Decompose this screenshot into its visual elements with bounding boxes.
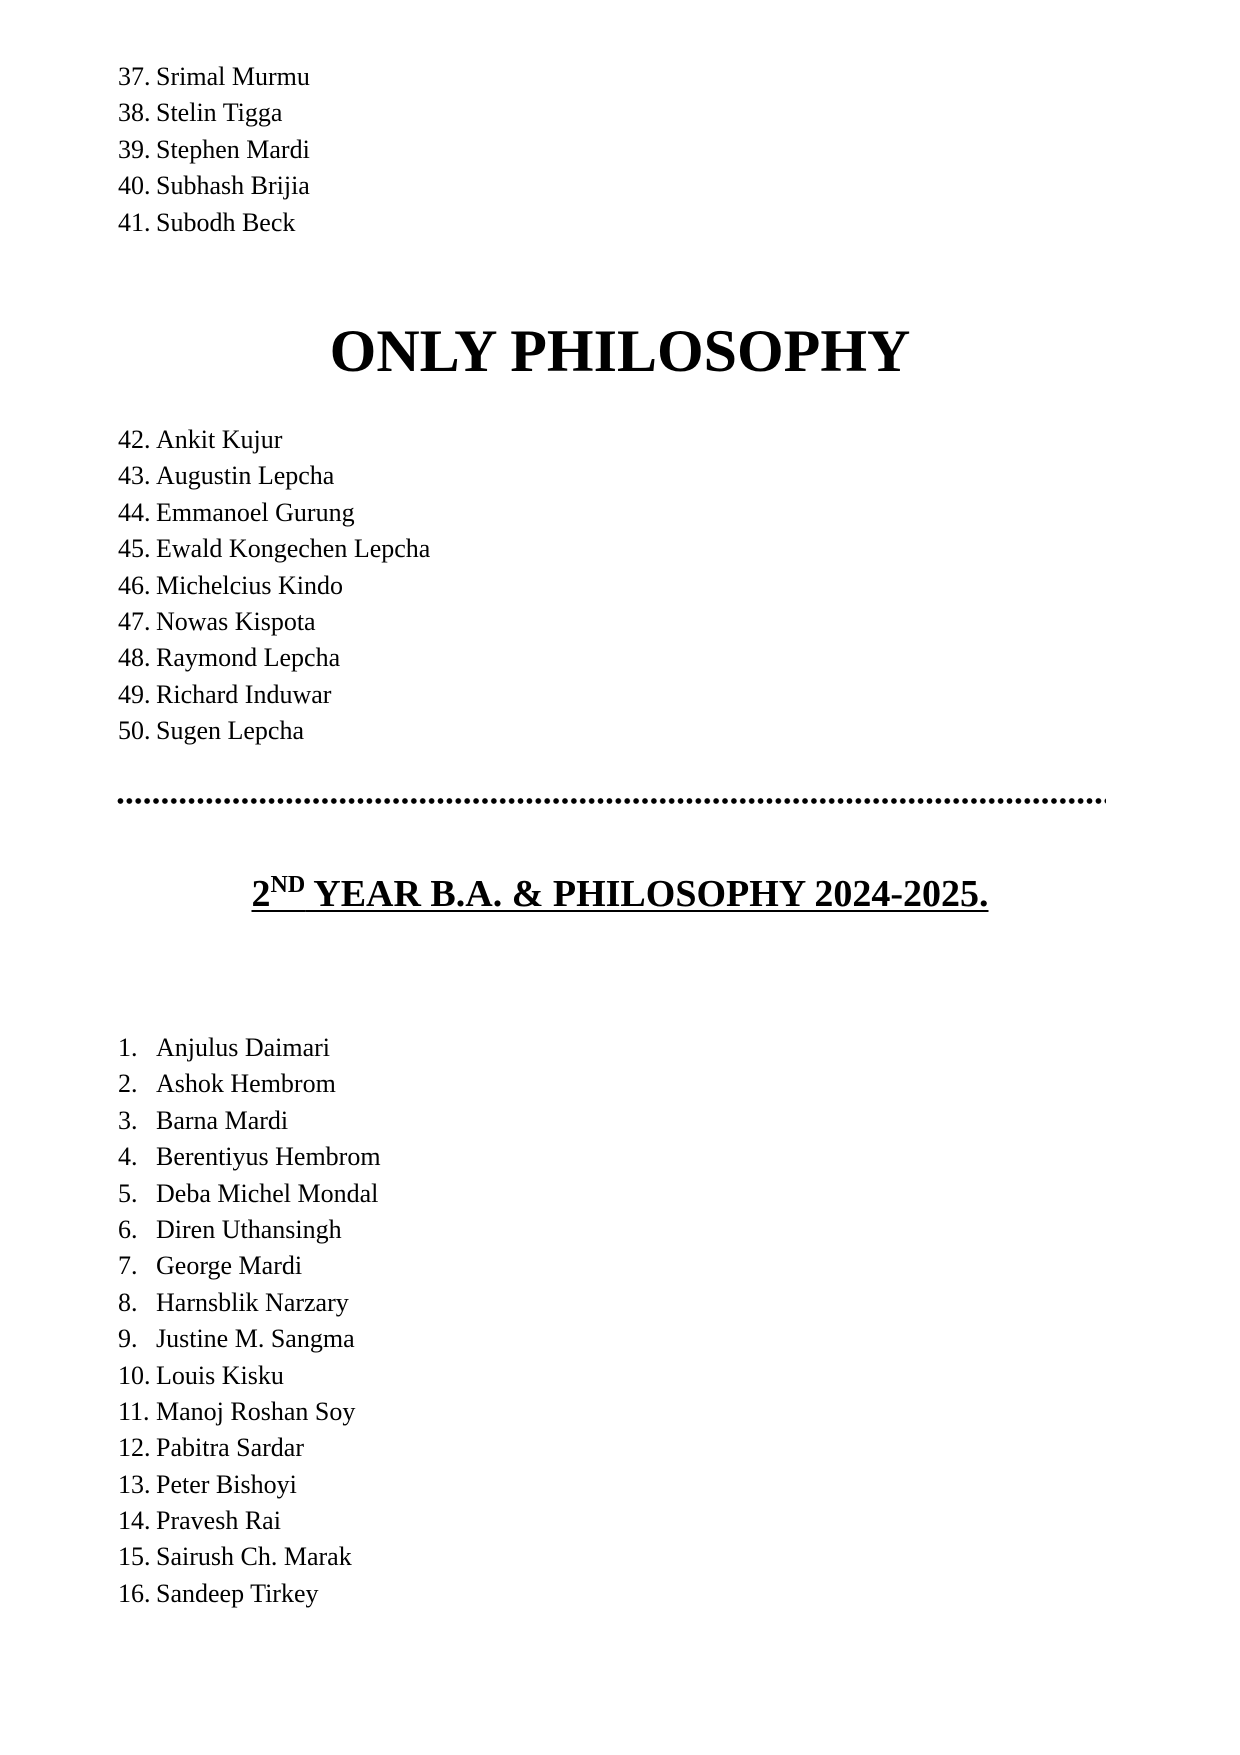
item-number: 12.	[118, 1433, 151, 1463]
item-name: Manoj Roshan Soy	[156, 1396, 356, 1426]
item-number: 41.	[118, 207, 151, 237]
item-number: 1.	[118, 1033, 138, 1062]
item-name: Stelin Tigga	[156, 98, 283, 128]
list-item	[118, 495, 430, 531]
list-item	[118, 713, 430, 749]
list-item	[118, 205, 310, 241]
item-name: Diren Uthansingh	[156, 1214, 342, 1244]
item-number: 4.	[118, 1142, 138, 1172]
second-year-heading	[0, 866, 1240, 922]
item-number: 43.	[118, 461, 151, 491]
item-name: Berentiyus Hembrom	[156, 1142, 381, 1172]
item-name: Peter Bishoyi	[156, 1469, 297, 1499]
item-number: 3.	[118, 1105, 138, 1135]
item-number: 39.	[118, 134, 151, 164]
item-number: 48.	[118, 643, 151, 673]
list-item	[118, 568, 430, 604]
item-name: Ashok Hembrom	[156, 1069, 336, 1099]
list-item	[118, 1030, 381, 1066]
item-name: Justine M. Sangma	[156, 1324, 355, 1354]
list-item	[118, 1358, 381, 1394]
item-number: 16.	[118, 1578, 151, 1608]
list-item	[118, 1285, 381, 1321]
item-name: Richard Induwar	[156, 679, 332, 709]
list-item	[118, 604, 430, 640]
item-name: Augustin Lepcha	[156, 461, 335, 491]
list-item	[118, 1394, 381, 1430]
item-number: 40.	[118, 171, 151, 201]
item-name: Sandeep Tirkey	[156, 1578, 319, 1608]
list-item	[118, 531, 430, 567]
item-number: 47.	[118, 606, 151, 636]
item-name: Sairush Ch. Marak	[156, 1542, 352, 1572]
item-name: Michelcius Kindo	[156, 570, 344, 600]
list-item	[118, 1321, 381, 1357]
list-item	[118, 1176, 381, 1212]
list-item	[118, 1430, 381, 1466]
list-item	[118, 1103, 381, 1139]
continued-name-list	[118, 59, 310, 241]
item-number: 49.	[118, 679, 151, 709]
item-number: 13.	[118, 1469, 151, 1499]
item-number: 10.	[118, 1360, 151, 1390]
item-name: Stephen Mardi	[156, 134, 310, 164]
item-name: Nowas Kispota	[156, 606, 316, 636]
item-name: Sugen Lepcha	[156, 716, 305, 746]
heading-year-suffix: ND	[270, 872, 306, 898]
item-number: 50.	[118, 716, 151, 746]
item-number: 46.	[118, 570, 151, 600]
list-item	[118, 132, 310, 168]
item-number: 44.	[118, 497, 151, 527]
item-name: Anjulus Daimari	[156, 1033, 331, 1062]
item-number: 14.	[118, 1506, 151, 1536]
item-number: 8.	[118, 1287, 138, 1317]
heading-title-rest: YEAR B.A. & PHILOSOPHY 2024-2025.	[305, 873, 989, 915]
item-name: Raymond Lepcha	[156, 643, 341, 673]
item-name: George Mardi	[156, 1251, 303, 1281]
list-item	[118, 1066, 381, 1102]
item-name: Subodh Beck	[156, 207, 296, 237]
item-name: Barna Mardi	[156, 1105, 289, 1135]
item-number: 11.	[118, 1396, 150, 1426]
list-item	[118, 59, 310, 95]
item-number: 38.	[118, 98, 151, 128]
list-item	[118, 1576, 381, 1612]
item-number: 2.	[118, 1069, 138, 1099]
heading-year-number: 2	[251, 873, 271, 915]
item-name: Harnsblik Narzary	[156, 1287, 349, 1317]
item-name: Subhash Brijia	[156, 171, 310, 201]
item-number: 42.	[118, 425, 151, 454]
item-name: Pravesh Rai	[156, 1506, 281, 1536]
dotted-separator	[116, 796, 1106, 806]
item-number: 9.	[118, 1324, 138, 1354]
only-philosophy-list	[118, 422, 430, 750]
item-name: Ankit Kujur	[156, 425, 283, 454]
list-item	[118, 640, 430, 676]
item-name: Emmanoel Gurung	[156, 497, 355, 527]
list-item	[118, 422, 430, 458]
list-item	[118, 1503, 381, 1539]
list-item	[118, 1539, 381, 1575]
list-item	[118, 1467, 381, 1503]
second-year-list	[118, 1030, 381, 1612]
list-item	[118, 458, 430, 494]
item-name: Srimal Murmu	[156, 62, 310, 91]
list-item	[118, 1212, 381, 1248]
list-item	[118, 677, 430, 713]
list-item	[118, 1139, 381, 1175]
item-number: 7.	[118, 1251, 138, 1281]
item-name: Deba Michel Mondal	[156, 1178, 379, 1208]
list-item	[118, 1248, 381, 1284]
list-item	[118, 95, 310, 131]
only-philosophy-heading: ONLY PHILOSOPHY	[329, 318, 911, 384]
item-number: 6.	[118, 1214, 138, 1244]
item-name: Louis Kisku	[156, 1360, 284, 1390]
item-number: 15.	[118, 1542, 151, 1572]
item-name: Pabitra Sardar	[156, 1433, 305, 1463]
list-item	[118, 168, 310, 204]
item-number: 37.	[118, 62, 151, 91]
item-number: 5.	[118, 1178, 138, 1208]
item-name: Ewald Kongechen Lepcha	[156, 534, 431, 564]
second-year-heading-text	[252, 873, 989, 915]
item-number: 45.	[118, 534, 151, 564]
